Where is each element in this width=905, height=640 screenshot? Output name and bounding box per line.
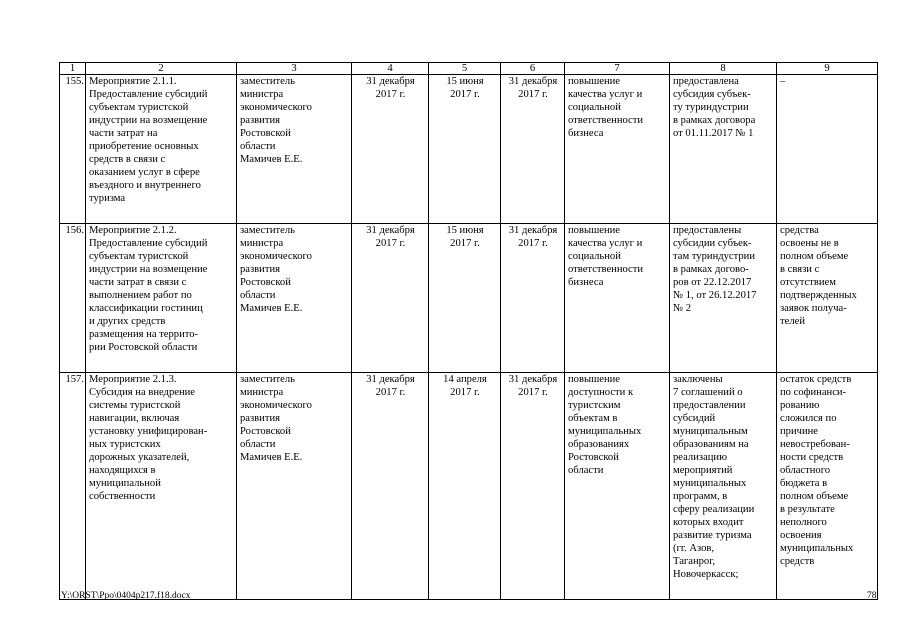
cell-text-line: части затрат на bbox=[89, 128, 158, 139]
cell-text-line: образованиям на bbox=[673, 439, 749, 450]
footer-page-number: 78 bbox=[867, 591, 877, 601]
cell-text-line: социальной bbox=[568, 102, 621, 113]
cell-text-line: области bbox=[240, 439, 276, 450]
cell-text-line: 2017 г. bbox=[375, 387, 406, 398]
cell-text-line: в связи с bbox=[780, 264, 820, 275]
column-number-header: 7 bbox=[565, 63, 670, 75]
cell-text-line: приобретение основных bbox=[89, 141, 199, 152]
cell-text-line: ности средств bbox=[780, 452, 844, 463]
cell-text-line: неполного bbox=[780, 517, 827, 528]
cell-text-line: остаток средств bbox=[780, 374, 852, 385]
cell-text-line: 2017 г. bbox=[450, 387, 480, 398]
planned-result-cell bbox=[565, 373, 670, 600]
cell-text-line: дорожных указателей, bbox=[89, 452, 190, 463]
cell-text-line: ных туристских bbox=[89, 439, 161, 450]
cell-text-line: Мамичев Е.Е. bbox=[240, 303, 303, 314]
executor-cell bbox=[237, 224, 352, 373]
column-number-header: 2 bbox=[86, 63, 237, 75]
table-header-row bbox=[60, 63, 878, 75]
cell-text-line: Мероприятие 2.1.1. bbox=[89, 76, 177, 87]
cell-text-line: 31 декабря bbox=[366, 225, 415, 236]
cell-text-line: повышение bbox=[568, 76, 620, 87]
cell-text-line: социальной bbox=[568, 251, 621, 262]
cell-text-line: заключены bbox=[673, 374, 723, 385]
cell-text-line: экономического bbox=[240, 251, 312, 262]
cell-text-line: находящихся в bbox=[89, 465, 156, 476]
cell-text-line: муниципальных bbox=[568, 426, 642, 437]
cell-text-line: № 1, от 26.12.2017 bbox=[673, 290, 757, 301]
cell-text-line: туристским bbox=[568, 400, 621, 411]
planned-result-cell bbox=[565, 224, 670, 373]
cell-text-line: министра bbox=[240, 89, 284, 100]
cell-text-line: полном объеме bbox=[780, 251, 849, 262]
cell-text-line: отсутствием bbox=[780, 277, 836, 288]
cell-text-line: образованиях bbox=[568, 439, 630, 450]
column-number-header: 6 bbox=[501, 63, 565, 75]
cell-text-line: качества услуг и bbox=[568, 89, 643, 100]
cell-text-line: системы туристской bbox=[89, 400, 181, 411]
cell-text-line: ту туриндустрии bbox=[673, 102, 749, 113]
cell-text-line: бизнеса bbox=[568, 277, 604, 288]
cell-text-line: ответственности bbox=[568, 264, 644, 275]
cell-text-line: Таганрог, bbox=[673, 556, 716, 567]
actual-result-cell bbox=[670, 373, 777, 600]
cell-text-line: 7 соглашений о bbox=[673, 387, 743, 398]
column-number-header: 3 bbox=[237, 63, 352, 75]
cell-text-line: причине bbox=[780, 426, 819, 437]
actual-end-date-cell bbox=[501, 373, 565, 600]
cell-text-line: Мамичев Е.Е. bbox=[240, 452, 303, 463]
cell-text-line: повышение bbox=[568, 225, 620, 236]
cell-text-line: 31 декабря bbox=[508, 76, 558, 87]
cell-text-line: там туриндустрии bbox=[673, 251, 756, 262]
cell-text-line: рованию bbox=[780, 400, 820, 411]
cell-text-line: 31 декабря bbox=[366, 76, 415, 87]
cell-text-line: развития bbox=[240, 413, 281, 424]
cell-text-line: области bbox=[568, 465, 604, 476]
cell-text-line: муниципальным bbox=[673, 426, 748, 437]
cell-text-line: муниципальных bbox=[673, 478, 747, 489]
cell-text-line: навигации, включая bbox=[89, 413, 180, 424]
cell-text-line: (гг. Азов, bbox=[673, 543, 715, 554]
cell-text-line: развитие туризма bbox=[673, 530, 752, 541]
executor-cell bbox=[237, 75, 352, 224]
report-table bbox=[59, 62, 878, 600]
cell-text-line: рии Ростовской области bbox=[89, 342, 198, 353]
cell-text-line: субсидий bbox=[673, 413, 716, 424]
cell-text-line: средств в связи с bbox=[89, 154, 166, 165]
reasons-cell bbox=[777, 373, 878, 600]
cell-text-line: области bbox=[240, 290, 276, 301]
cell-text-line: № 2 bbox=[673, 303, 692, 314]
cell-text-line: ров от 22.12.2017 bbox=[673, 277, 752, 288]
cell-text-line: качества услуг и bbox=[568, 238, 643, 249]
cell-text-line: туризма bbox=[89, 193, 126, 204]
event-name-cell bbox=[86, 373, 237, 600]
cell-text-line: оказанием услуг в сфере bbox=[89, 167, 200, 178]
cell-text-line: заместитель bbox=[240, 225, 296, 236]
column-number-header: 5 bbox=[429, 63, 501, 75]
actual-result-cell bbox=[670, 224, 777, 373]
cell-text-line: предоставлении bbox=[673, 400, 746, 411]
table-row bbox=[60, 373, 878, 600]
cell-text-line: Мамичев Е.Е. bbox=[240, 154, 303, 165]
cell-text-line: Субсидия на внедрение bbox=[89, 387, 195, 398]
cell-text-line: Предоставление субсидий bbox=[89, 89, 208, 100]
actual-start-date-cell bbox=[429, 75, 501, 224]
cell-text-line: экономического bbox=[240, 400, 312, 411]
cell-text-line: 2017 г. bbox=[518, 387, 548, 398]
cell-text-line: от 01.11.2017 № 1 bbox=[673, 128, 754, 139]
cell-text-line: сферу реализации bbox=[673, 504, 755, 515]
cell-text-line: объектам в bbox=[568, 413, 618, 424]
column-number-header: 4 bbox=[352, 63, 429, 75]
cell-text-line: средства bbox=[780, 225, 819, 236]
cell-text-line: предоставлена bbox=[673, 76, 739, 87]
cell-text-line: 31 декабря bbox=[366, 374, 415, 385]
cell-text-line: программ, в bbox=[673, 491, 728, 502]
cell-text-line: экономического bbox=[240, 102, 312, 113]
cell-text-line: Мероприятие 2.1.2. bbox=[89, 225, 177, 236]
cell-text-line: субъектам туристской bbox=[89, 102, 189, 113]
cell-text-line: повышение bbox=[568, 374, 620, 385]
cell-text-line: 2017 г. bbox=[518, 89, 548, 100]
cell-text-line: размещения на террито- bbox=[89, 329, 199, 340]
reasons-cell bbox=[777, 75, 878, 224]
cell-text-line: классификации гостиниц bbox=[89, 303, 203, 314]
table-row bbox=[60, 224, 878, 373]
cell-text-line: выполнением работ по bbox=[89, 290, 192, 301]
cell-text-line: 15 июня bbox=[446, 225, 484, 236]
cell-text-line: Новочеркасск; bbox=[673, 569, 739, 580]
cell-text-line: по софинанси- bbox=[780, 387, 847, 398]
cell-text-line: заместитель bbox=[240, 76, 296, 87]
cell-text-line: Ростовской bbox=[240, 426, 291, 437]
cell-text-line: подтвержденных bbox=[780, 290, 857, 301]
planned-result-cell bbox=[565, 75, 670, 224]
cell-text-line: субъектам туристской bbox=[89, 251, 189, 262]
actual-start-date-cell bbox=[429, 373, 501, 600]
cell-text-line: сложился по bbox=[780, 413, 837, 424]
cell-text-line: министра bbox=[240, 238, 284, 249]
cell-text-line: индустрии на возмещение bbox=[89, 115, 208, 126]
cell-text-line: в рамках договора bbox=[673, 115, 756, 126]
cell-text-line: 2017 г. bbox=[518, 238, 548, 249]
cell-text-line: освоены не в bbox=[780, 238, 839, 249]
cell-text-line: заявок получа- bbox=[780, 303, 847, 314]
cell-text-line: 2017 г. bbox=[375, 89, 406, 100]
cell-text-line: доступности к bbox=[568, 387, 634, 398]
cell-text-line: бизнеса bbox=[568, 128, 604, 139]
cell-text-line: областного bbox=[780, 465, 831, 476]
cell-text-line: развития bbox=[240, 115, 281, 126]
column-number-header: 8 bbox=[670, 63, 777, 75]
row-number: 156. bbox=[60, 224, 86, 373]
planned-end-date-cell bbox=[352, 224, 429, 373]
reasons-cell bbox=[777, 224, 878, 373]
cell-text-line: Мероприятие 2.1.3. bbox=[89, 374, 177, 385]
column-number-header: 9 bbox=[777, 63, 878, 75]
cell-text-line: 14 апреля bbox=[443, 374, 487, 385]
cell-text-line: освоения bbox=[780, 530, 822, 541]
cell-text-line: индустрии на возмещение bbox=[89, 264, 208, 275]
cell-text-line: муниципальных bbox=[780, 543, 854, 554]
actual-end-date-cell bbox=[501, 75, 565, 224]
cell-text-line: субсидии субъек- bbox=[673, 238, 752, 249]
cell-text-line: реализацию bbox=[673, 452, 728, 463]
cell-text-line: области bbox=[240, 141, 276, 152]
cell-text-line: средств bbox=[780, 556, 815, 567]
cell-text-line: бюджета в bbox=[780, 478, 828, 489]
cell-text-line: 31 декабря bbox=[508, 225, 558, 236]
cell-text-line: 2017 г. bbox=[375, 238, 406, 249]
cell-text-line: ответственности bbox=[568, 115, 644, 126]
event-name-cell bbox=[86, 75, 237, 224]
cell-text-line: въездного и внутреннего bbox=[89, 180, 201, 191]
cell-text-line: 2017 г. bbox=[450, 89, 480, 100]
actual-start-date-cell bbox=[429, 224, 501, 373]
cell-text-line: 15 июня bbox=[446, 76, 484, 87]
cell-text-line: Ростовской bbox=[240, 277, 291, 288]
planned-end-date-cell bbox=[352, 373, 429, 600]
cell-text-line: 2017 г. bbox=[450, 238, 480, 249]
cell-text-line: заместитель bbox=[240, 374, 296, 385]
cell-text-line: телей bbox=[780, 316, 805, 327]
cell-text-line: министра bbox=[240, 387, 284, 398]
cell-text-line: которых входит bbox=[673, 517, 744, 528]
cell-text-line: предоставлены bbox=[673, 225, 742, 236]
cell-text-line: мероприятий bbox=[673, 465, 733, 476]
row-number: 157. bbox=[60, 373, 86, 600]
cell-text-line: Ростовской bbox=[240, 128, 291, 139]
cell-text-line: и других средств bbox=[89, 316, 166, 327]
cell-text-line: – bbox=[780, 76, 786, 87]
cell-text-line: в рамках догово- bbox=[673, 264, 749, 275]
row-number: 155. bbox=[60, 75, 86, 224]
cell-text-line: полном объеме bbox=[780, 491, 849, 502]
cell-text-line: Ростовской bbox=[568, 452, 619, 463]
actual-end-date-cell bbox=[501, 224, 565, 373]
cell-text-line: части затрат в связи с bbox=[89, 277, 187, 288]
cell-text-line: в результате bbox=[780, 504, 835, 515]
event-name-cell bbox=[86, 224, 237, 373]
actual-result-cell bbox=[670, 75, 777, 224]
cell-text-line: собственности bbox=[89, 491, 156, 502]
planned-end-date-cell bbox=[352, 75, 429, 224]
column-number-header: 1 bbox=[60, 63, 86, 75]
executor-cell bbox=[237, 373, 352, 600]
cell-text-line: невостребован- bbox=[780, 439, 850, 450]
cell-text-line: Предоставление субсидий bbox=[89, 238, 208, 249]
table-row bbox=[60, 75, 878, 224]
cell-text-line: субсидия субъек- bbox=[673, 89, 751, 100]
footer-file-path: Y:\ORST\Ppo\0404p217.f18.docx bbox=[61, 591, 191, 601]
cell-text-line: установку унифицирован- bbox=[89, 426, 208, 437]
cell-text-line: муниципальной bbox=[89, 478, 161, 489]
cell-text-line: развития bbox=[240, 264, 281, 275]
cell-text-line: 31 декабря bbox=[508, 374, 558, 385]
